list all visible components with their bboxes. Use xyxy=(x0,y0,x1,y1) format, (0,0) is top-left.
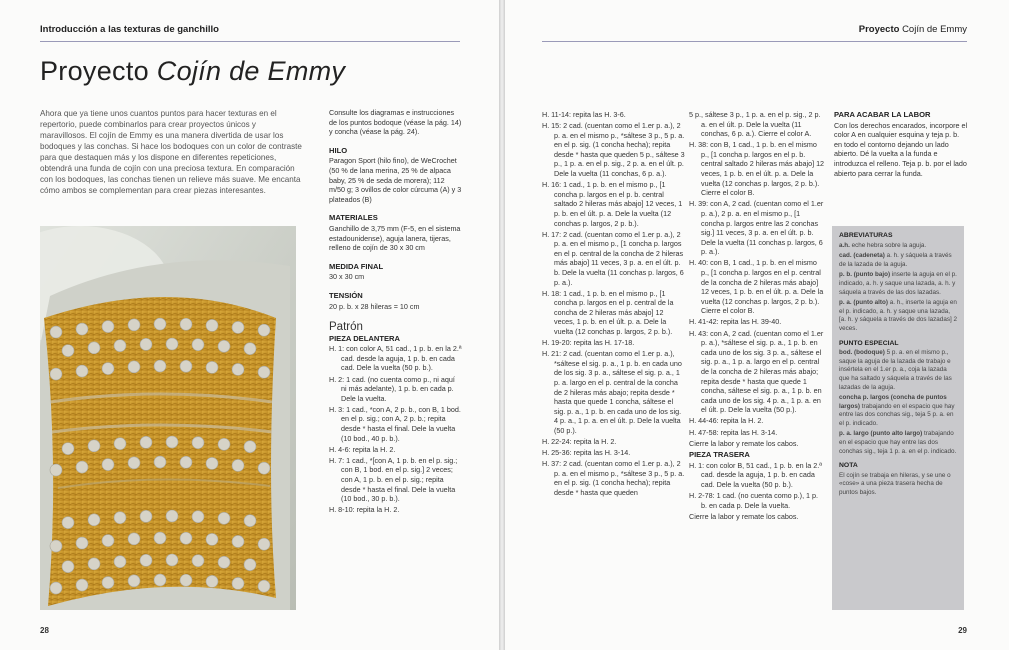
patron-heading: Patrón xyxy=(329,321,363,334)
bobble xyxy=(102,535,114,547)
bobble xyxy=(206,361,218,373)
bobble xyxy=(244,515,256,527)
definition-item xyxy=(839,299,957,333)
left-page xyxy=(0,0,499,650)
definition-term: a.h. xyxy=(839,241,850,249)
pattern-row: H. 16: 1 cad., 1 p. b. en el mismo p., [1 concha p. largos en el p. b. central saltado 2 hileras más abajo] 12 veces, 1 p. b. en el últ. p. a. Dele la vuelta (12 conchas p. largos, 2 p. b.). xyxy=(542,180,683,228)
bobble xyxy=(88,440,100,452)
bobble xyxy=(128,533,140,545)
bobble xyxy=(154,318,166,330)
pattern-row: 5 p., sáltese 3 p., 1 p. a. en el p. sig., 2 p. a. en el últ. p. Dele la vuelta (11 conchas, 6 p. a.). Cierre el color A. xyxy=(689,110,821,139)
definition-term: p. a. (punto alto) xyxy=(839,299,888,307)
bobble xyxy=(192,555,204,567)
pattern-row: H. 2-78: 1 cad. (no cuenta como p.), 1 p. b. en cada p. Dele la vuelta. xyxy=(689,491,819,510)
bobble xyxy=(192,437,204,449)
definition-term: cad. (cadeneta) xyxy=(839,252,885,260)
running-head-left: Introducción a las texturas de ganchillo xyxy=(40,24,219,35)
intro-paragraph: Ahora que ya tiene unos cuantos puntos para hacer texturas en el repertorio, puede combinarlos para crear proyectos únicos y maravillosos. El cojín de Emmy es una manera divertida de usar los bodoques y las conchas. Si hace los bodoques con un color de contraste para que destaquen más y los dispone en diferentes repeticiones, obtendrá una funda de cojín con una preciosa textura. En comparación con los bodoques, las conchas tienen un relieve más suave. Me encanta cómo ambos se complementan para crear piezas interesantes. xyxy=(40,109,302,195)
bobble xyxy=(154,360,166,372)
bobble xyxy=(50,326,62,338)
pattern-row: Cierre la labor y remate los cabos. xyxy=(689,438,799,448)
bobble xyxy=(232,321,244,333)
bobble xyxy=(180,532,192,544)
header-rule-right xyxy=(542,41,967,42)
pattern-row: H. 39: con A, 2 cad. (cuentan como el 1.er p. a.), 2 p. a. en el mismo p., [1 concha p. largos entre las 2 conchas sig.] 11 veces, 3 p. a. en el últ. p. b. Dele la vuelta (11 conchas p. largos, 6 p. a.). xyxy=(689,199,824,257)
bobble xyxy=(218,556,230,568)
bobble xyxy=(180,360,192,372)
cushion-body xyxy=(44,297,276,606)
page-number-right: 29 xyxy=(958,626,967,635)
bobble xyxy=(180,318,192,330)
bobble xyxy=(50,368,62,380)
bobble xyxy=(62,561,74,573)
bobble xyxy=(166,436,178,448)
definition-text: a. h. y sáquela a través de la lazada de la aguja. xyxy=(839,252,952,268)
pattern-row: H. 38: con B, 1 cad., 1 p. b. en el mismo p., [1 concha p. largos en el p. b. central saltado 2 hileras más abajo] 12 veces, 1 p. b. en el últ. p. a. Dele la vuelta (12 conchas p. largos, 2 p. b.). Cierre el color B. xyxy=(689,140,825,198)
title-italic: Cojín de Emmy xyxy=(156,56,346,86)
hilo-text: Paragon Sport (hilo fino), de WeCrochet (50 % de lana merina, 25 % de alpaca baby, 25 % de seda de morera); 112 m/50 g; 3 ovillos de color cúrcuma (A) y 3 plateados (B) xyxy=(329,156,462,204)
bobble xyxy=(218,438,230,450)
pattern-column-2 xyxy=(689,110,825,523)
definition-term: concha p. largos (concha de puntos largos) xyxy=(839,394,947,410)
pattern-row: H. 4-6: repita la H. 2. xyxy=(329,444,396,454)
pattern-row: H. 18: 1 cad., 1 p. b. en el mismo p., [1 concha p. largos en el p. central de la concha de 2 hileras más abajo] 12 veces, 1 p. b. en el últ. p. a. Dele la vuelta (12 conchas p. largos, 2 p. b.). xyxy=(542,288,674,337)
pattern-row: H. 41-42: repita las H. 39-40. xyxy=(689,317,782,327)
bobble xyxy=(50,464,62,476)
medida-heading: MEDIDA FINAL xyxy=(329,261,384,271)
bobble xyxy=(114,438,126,450)
pattern-row: H. 17: 2 cad. (cuentan como el 1.er p. a.), 2 p. a. en el mismo p., [1 concha p. largos en el p. central de la concha de 2 hileras más abajo] 11 veces, 3 p. a. en el últ. p. b. Dele la vuelta (11 conchas p. largos, 6 p. a.). xyxy=(542,229,684,287)
pattern-row: H. 2: 1 cad. (no cuenta como p., ni aquí ni más adelante), 1 p. b. en cada p. Dele la vuelta. xyxy=(329,374,455,403)
materials-column xyxy=(329,108,462,516)
acabar-text: Con los derechos encarados, incorpore el color A en cualquier esquina y teja p. b. en todo el contorno dejando un lado abierto. Dé la vuelta a la funda e introduzca el relleno. Teja p. b. por el lado abierto para cerrar la funda. xyxy=(834,120,968,178)
definition-text: a. h., inserte la aguja en el p. indicado, a. h. y saque una lazada, [a. h. y sáquela a través de dos lazadas] 2 veces. xyxy=(839,299,957,332)
bobble xyxy=(258,462,270,474)
definition-term: p. b. (punto bajo) xyxy=(839,271,891,279)
bobble xyxy=(88,342,100,354)
bobble xyxy=(154,456,166,468)
pattern-row: H. 40: con B, 1 cad., 1 p. b. en el mismo p., [1 concha p. largos en el p. central de la concha de 2 hileras más abajo] 12 veces, 1 p. b. en el últ. p. a. Dele la vuelta (12 conchas p. largos, 2 p. b.). Cierre el color B. xyxy=(689,258,824,316)
materiales-heading: MATERIALES xyxy=(329,213,378,223)
bobble xyxy=(258,580,270,592)
definition-item xyxy=(839,242,957,251)
bobble xyxy=(114,556,126,568)
bobble xyxy=(114,340,126,352)
page-number-left: 28 xyxy=(40,626,49,635)
front-piece-rows xyxy=(329,344,462,515)
running-head-bold: Proyecto xyxy=(858,24,900,35)
abreviaturas-heading: ABREVIATURAS xyxy=(839,232,893,239)
bobble xyxy=(50,540,62,552)
bobble xyxy=(258,366,270,378)
bobble xyxy=(206,457,218,469)
bobble xyxy=(76,461,88,473)
pattern-row: H. 1: con color B, 51 cad., 1 p. b. en la 2.ª cad. desde la aguja, 1 p. b. en cada cad. Dele la vuelta (50 p. b.). xyxy=(689,460,822,489)
bobble xyxy=(244,441,256,453)
row-list-col1 xyxy=(542,110,685,498)
definition-term: p. a. largo (punto alto largo) xyxy=(839,430,923,438)
pieza-delantera-heading: PIEZA DELANTERA xyxy=(329,333,401,343)
bobble xyxy=(206,575,218,587)
tension-heading: TENSIÓN xyxy=(329,290,363,300)
medida-text: 30 x 30 cm xyxy=(329,272,365,282)
bobble xyxy=(50,582,62,594)
bobble xyxy=(102,577,114,589)
bobble xyxy=(76,365,88,377)
definition-item xyxy=(839,252,957,269)
acabar-heading: PARA ACABAR LA LABOR xyxy=(834,110,931,119)
bobble xyxy=(180,456,192,468)
bobble xyxy=(88,514,100,526)
definition-text: trabajando en el espacio que hay entre las dos conchas sig., teja 5 p. a. en el p. indicado. xyxy=(839,402,955,427)
bobble xyxy=(114,512,126,524)
consult-note: Consulte los diagramas e instrucciones de los puntos bodoque (véase la pág. 14) y concha (véase la pág. 24). xyxy=(329,108,462,137)
bobble xyxy=(218,512,230,524)
bobble xyxy=(154,574,166,586)
tension-text: 20 p. b. x 28 hileras = 10 cm xyxy=(329,301,420,311)
bobble xyxy=(102,363,114,375)
bobble xyxy=(166,338,178,350)
definition-item xyxy=(839,394,957,428)
bobble xyxy=(102,459,114,471)
definition-text: inserte la aguja en el p. indicado, a. h. y saque una lazada, a. h. y sáquela a través de las dos lazadas. xyxy=(839,271,957,296)
punto-especial-heading: PUNTO ESPECIAL xyxy=(839,339,899,347)
pattern-row: H. 19-20: repita las H. 17-18. xyxy=(542,338,635,348)
page-title xyxy=(40,56,345,87)
right-page xyxy=(505,0,1009,650)
pattern-row: H. 1: con color A, 51 cad., 1 p. b. en la 2.ª cad. desde la aguja, 1 p. b. en cada cad. Dele la vuelta (50 p. b.). xyxy=(329,344,462,373)
running-head-right xyxy=(859,24,967,35)
pattern-row: H. 22-24: repita la H. 2. xyxy=(542,437,617,447)
pattern-row: H. 37: 2 cad. (cuentan como el 1.er p. a.), 2 p. a. en el mismo p., *sáltese 3 p., 5 p. a. en el p. sig. (1 concha hecha); repita desde * hasta que queden xyxy=(542,459,685,498)
nota-text: El cojín se trabaja en hileras, y se une o «cose» a una pieza trasera hecha de puntos bajos. xyxy=(839,471,951,497)
pattern-row: H. 21: 2 cad. (cuentan como el 1.er p. a.), *sáltese el sig. p. a., 1 p. b. en cada uno de los sig. 3 p. a., sáltese el sig. p. a., 1 p. a. largo en el p. central de la concha de 2 hileras más abajo; repita desde * hasta que quede 1 concha, sáltese el sig. p. a., 1 p. b. en cada uno de los sig. 4 p. a., 1 p. a. en el últ. p. Dele la vuelta (50 p.). xyxy=(542,349,682,435)
bobble xyxy=(180,574,192,586)
pattern-row: H. 25-36: repita las H. 3-14. xyxy=(542,448,631,458)
bobble xyxy=(192,511,204,523)
row-list-col2 xyxy=(689,110,825,448)
materiales-text: Ganchillo de 3,75 mm (F-5, en el sistema estadounidense), aguja lanera, tijeras, relleno de cojín de 30 x 30 cm xyxy=(329,223,461,253)
bobble xyxy=(62,443,74,455)
pattern-row: Cierre la labor y remate los cabos. xyxy=(689,511,799,521)
pattern-row: H. 44-46: repita la H. 2. xyxy=(689,416,764,426)
running-head-rest: Cojín de Emmy xyxy=(902,24,967,35)
bobble xyxy=(218,340,230,352)
finishing-column xyxy=(834,110,968,178)
bobble xyxy=(76,579,88,591)
bobble xyxy=(232,535,244,547)
definition-item xyxy=(839,430,957,456)
pattern-column-1 xyxy=(542,110,685,499)
pattern-row: H. 3: 1 cad., *con A, 2 p. b., con B, 1 bod. en el p. sig.; con A, 2 p. b.; repita desde * hasta el final. Dele la vuelta (10 bod., 40 p. b.). xyxy=(329,404,461,443)
bobble xyxy=(62,517,74,529)
special-stitch-list xyxy=(839,349,957,456)
definition-term: bod. (bodoque) xyxy=(839,349,885,357)
bobble xyxy=(88,558,100,570)
definition-text: trabajando en el espacio que hay entre las dos conchas sig., teja 1 p. a. en el p. indicado. xyxy=(839,430,957,455)
bobble xyxy=(232,363,244,375)
pattern-row: H. 11-14: repita las H. 3-6. xyxy=(542,110,626,119)
bobble xyxy=(206,533,218,545)
bobble xyxy=(140,554,152,566)
bobble xyxy=(244,343,256,355)
bobble xyxy=(76,323,88,335)
bobble xyxy=(166,554,178,566)
bobble xyxy=(244,559,256,571)
pattern-row: H. 8-10: repita la H. 2. xyxy=(329,505,400,515)
bobble xyxy=(192,339,204,351)
title-plain: Proyecto xyxy=(40,56,149,86)
bobble xyxy=(258,324,270,336)
definition-text: 5 p. a. en el mismo p., saque la aguja de la lazada de trabajo e insértela en el 1.er p. a., coja la lazada que ha saltado y sáquela a través de las lazadas de la aguja. xyxy=(839,349,952,391)
nota-heading: NOTA xyxy=(839,462,858,470)
cushion-photo xyxy=(40,226,296,610)
bobble xyxy=(76,537,88,549)
definition-item xyxy=(839,349,957,392)
cushion-illustration xyxy=(40,226,296,610)
abbreviations-sidebar xyxy=(832,226,964,610)
definition-item xyxy=(839,271,957,297)
pieza-trasera-heading: PIEZA TRASERA xyxy=(689,450,750,460)
bobble xyxy=(62,345,74,357)
bobble xyxy=(206,319,218,331)
bobble xyxy=(140,338,152,350)
bobble xyxy=(166,510,178,522)
bobble xyxy=(140,510,152,522)
bobble xyxy=(232,459,244,471)
bobble xyxy=(258,538,270,550)
bobble xyxy=(128,361,140,373)
pattern-row: H. 47-58: repita las H. 3-14. xyxy=(689,427,778,437)
pattern-row: H. 43: con A, 2 cad. (cuentan como el 1.er p. a.), *sáltese el sig. p. a., 1 p. b. en cada uno de los sig. 3 p. a., sáltese el sig. p. a., 1 p. a. largo en el p. central de la concha de 2 hileras más abajo; repita desde * hasta que quede 1 concha, sáltese el sig. p. a., 1 p. b. en cada uno de los sig. 4 p. a., 1 p. a. en el últ. p. Dele la vuelta (50 p.). xyxy=(689,328,824,415)
definition-text: eche hebra sobre la aguja. xyxy=(851,241,927,249)
bobble xyxy=(128,575,140,587)
hilo-heading: HILO xyxy=(329,145,348,155)
bobble xyxy=(232,577,244,589)
bobble xyxy=(102,321,114,333)
abbreviation-list xyxy=(839,242,957,334)
bobble xyxy=(140,436,152,448)
bobble xyxy=(128,319,140,331)
pattern-row: H. 7: 1 cad., *[con A, 1 p. b. en el p. sig.; con B, 1 bod. en el p. sig.] 2 veces; con A, 1 p. b. en el p. sig.; repita desde * hasta el final. Dele la vuelta (10 bod., 30 p. b.). xyxy=(329,455,458,504)
pattern-row: H. 15: 2 cad. (cuentan como el 1.er p. a.), 2 p. a. en el mismo p., *sáltese 3 p., 5 p. a. en el p. sig. (1 concha hecha); repita desde * hasta que queden 5 p., sáltese 3 p., 1 p. a. en el p. sig., 2 p. a. en el últ. p. Dele la vuelta (11 conchas, 6 p. a.). xyxy=(542,121,685,179)
header-rule-left xyxy=(40,41,460,42)
bobble xyxy=(128,457,140,469)
back-piece-rows xyxy=(689,461,825,522)
bobble xyxy=(154,532,166,544)
